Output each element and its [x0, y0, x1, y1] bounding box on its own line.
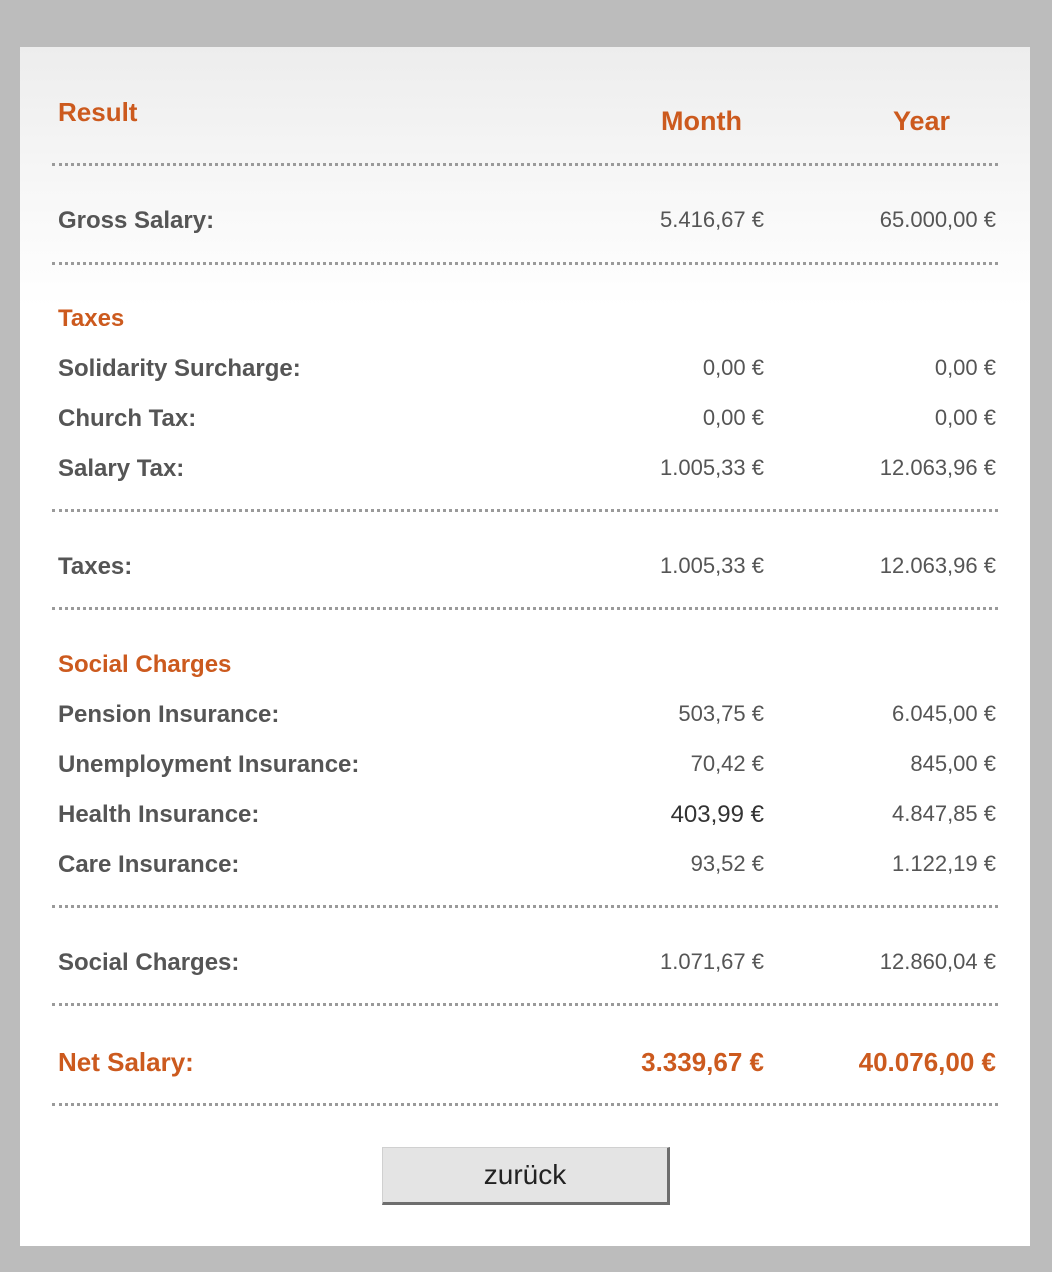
divider [52, 905, 998, 908]
table-row [58, 455, 998, 485]
church-tax-month: 0,00 € [702, 405, 764, 430]
result-panel [20, 47, 1030, 1246]
divider [52, 607, 998, 610]
social-charges-total-label: Social Charges: [58, 949, 240, 976]
net-salary-label: Net Salary: [58, 1047, 194, 1077]
gross-salary-year: 65.000,00 € [879, 207, 996, 232]
social-charges-total-year: 12.860,04 € [879, 949, 996, 974]
divider [52, 509, 998, 512]
taxes-section-title: Taxes [58, 305, 125, 332]
church-tax-label: Church Tax: [58, 405, 197, 432]
solidarity-surcharge-month: 0,00 € [702, 355, 764, 380]
care-insurance-label: Care Insurance: [58, 851, 240, 878]
month-column-header: Month [661, 106, 742, 136]
divider [52, 163, 998, 166]
church-tax-year: 0,00 € [934, 405, 996, 430]
net-salary-month: 3.339,67 € [641, 1047, 764, 1077]
taxes-total-month: 1.005,33 € [660, 553, 764, 578]
health-insurance-label: Health Insurance: [58, 801, 260, 828]
pension-insurance-label: Pension Insurance: [58, 701, 280, 728]
salary-tax-month: 1.005,33 € [660, 455, 764, 480]
divider [52, 1103, 998, 1106]
social-charges-section-title: Social Charges [58, 651, 232, 678]
solidarity-surcharge-label: Solidarity Surcharge: [58, 355, 301, 382]
year-column-header: Year [893, 106, 951, 136]
net-salary-year: 40.076,00 € [858, 1047, 996, 1077]
salary-tax-year: 12.063,96 € [879, 455, 996, 480]
divider [52, 262, 998, 265]
table-row [58, 355, 998, 385]
taxes-total-label: Taxes: [58, 553, 133, 580]
taxes-total-year: 12.063,96 € [879, 553, 996, 578]
back-button[interactable]: zurück [382, 1147, 670, 1205]
table-row [58, 851, 998, 881]
taxes-total-row [58, 553, 998, 583]
pension-insurance-year: 6.045,00 € [892, 701, 996, 726]
gross-salary-label: Gross Salary: [58, 207, 215, 234]
health-insurance-year: 4.847,85 € [892, 801, 996, 826]
health-insurance-month: 403,99 € [670, 801, 764, 828]
table-row [58, 751, 998, 781]
solidarity-surcharge-year: 0,00 € [934, 355, 996, 380]
gross-salary-row [58, 207, 998, 237]
table-row [58, 405, 998, 435]
salary-tax-label: Salary Tax: [58, 455, 185, 482]
care-insurance-month: 93,52 € [690, 851, 764, 876]
gross-salary-month: 5.416,67 € [660, 207, 764, 232]
result-heading: Result [58, 97, 138, 127]
unemployment-insurance-year: 845,00 € [910, 751, 996, 776]
pension-insurance-month: 503,75 € [678, 701, 764, 726]
net-salary-row [58, 1047, 998, 1079]
table-row [58, 801, 998, 831]
table-row [58, 701, 998, 731]
social-charges-total-row [58, 949, 998, 979]
social-charges-total-month: 1.071,67 € [660, 949, 764, 974]
unemployment-insurance-month: 70,42 € [690, 751, 764, 776]
divider [52, 1003, 998, 1006]
unemployment-insurance-label: Unemployment Insurance: [58, 751, 360, 778]
care-insurance-year: 1.122,19 € [892, 851, 996, 876]
